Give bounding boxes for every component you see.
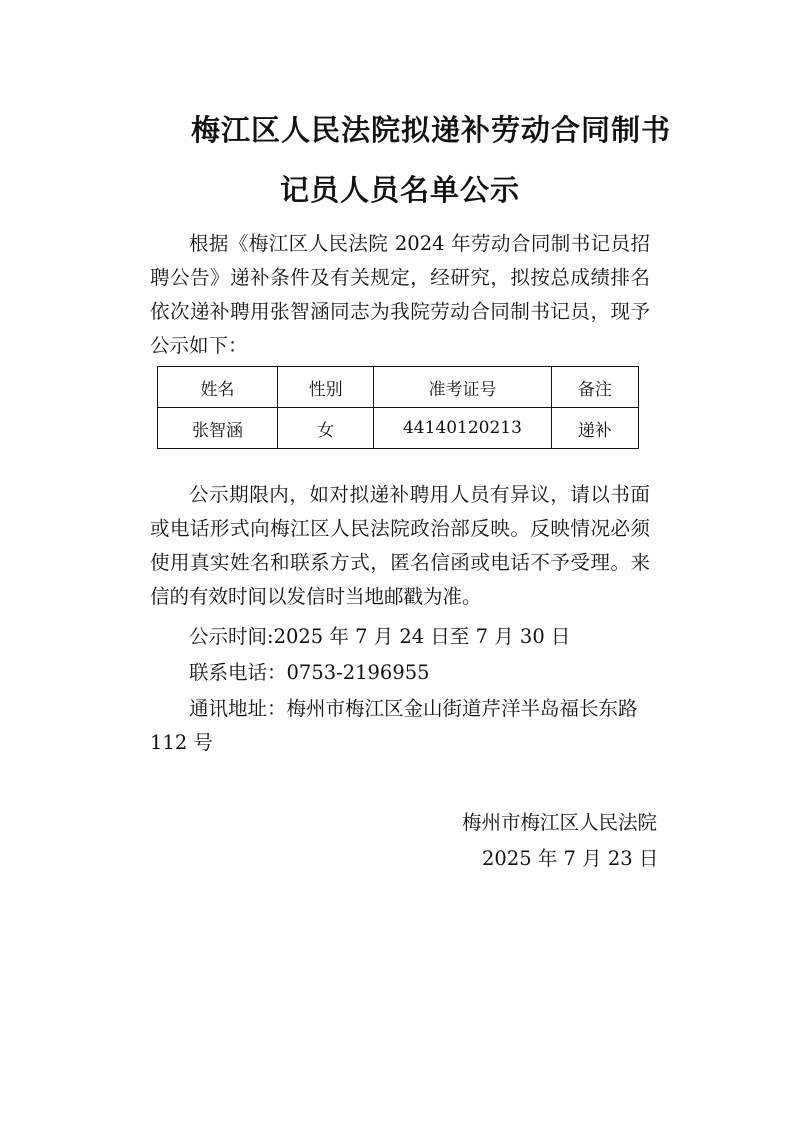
signature-date: 2025 年 7 月 23 日 — [482, 847, 659, 870]
header-remark: 备注 — [551, 367, 638, 408]
table-row — [158, 408, 639, 449]
publicity-period: 公示时间:2025 年 7 月 24 日至 7 月 30 日 — [189, 625, 571, 648]
header-name: 姓名 — [158, 367, 278, 408]
signature-organization: 梅州市梅江区人民法院 — [462, 811, 658, 834]
header-exam-number: 准考证号 — [374, 367, 551, 408]
table-header-row — [158, 367, 639, 408]
intro-paragraph: 根据《梅江区人民法院 2024 年劳动合同制书记员招聘公告》递补条件及有关规定，经研究，拟按总成绩排名依次递补聘用张智涵同志为我院劳动合同制书记员，现予公示如下： — [150, 232, 650, 357]
cell-gender: 女 — [278, 408, 374, 449]
cell-exam-number: 44140120213 — [374, 408, 551, 449]
contact-phone: 联系电话：0753-2196955 — [189, 661, 430, 684]
mailing-address: 通讯地址：梅州市梅江区金山街道芹洋半岛福长东路112 号 — [150, 697, 638, 754]
document-title-line-2: 记员人员名单公示 — [280, 173, 521, 207]
candidate-table — [157, 366, 639, 449]
cell-name: 张智涵 — [158, 408, 278, 449]
header-gender: 性别 — [278, 367, 374, 408]
notice-paragraph: 公示期限内，如对拟递补聘用人员有异议，请以书面或电话形式向梅江区人民法院政治部反映。反映情况必须使用真实姓名和联系方式，匿名信函或电话不予受理。来信的有效时间以发信时当地邮戳为准。 — [150, 483, 650, 608]
document-title-line-1: 梅江区人民法院拟递补劳动合同制书 — [191, 113, 672, 147]
cell-remark: 递补 — [551, 408, 638, 449]
